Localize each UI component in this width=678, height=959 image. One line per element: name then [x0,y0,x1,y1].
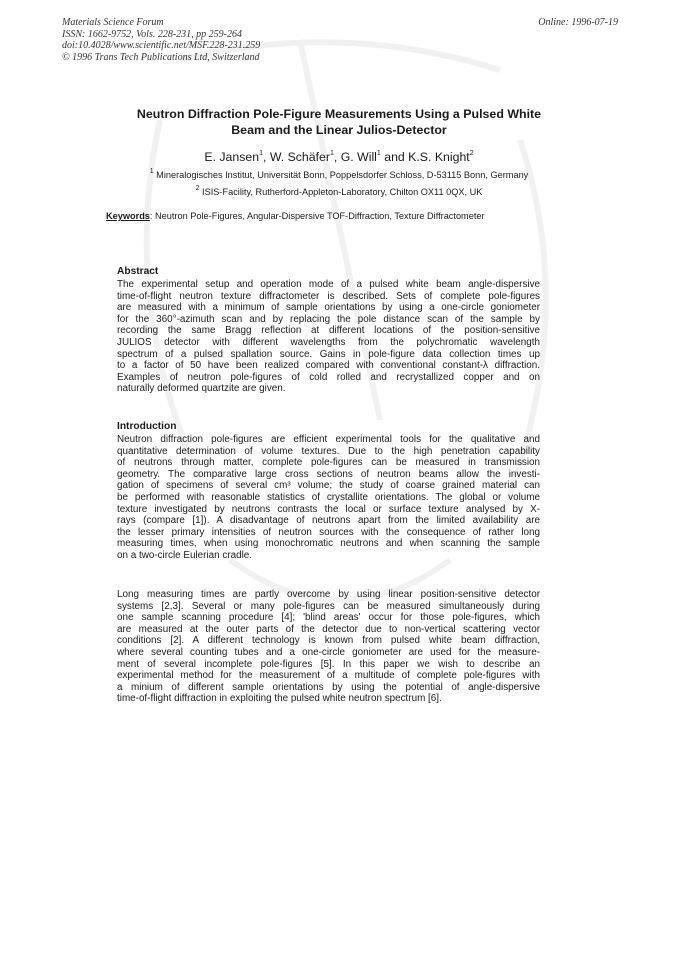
text-line: the lesser primary intensities of neutron sources with the consequence of rather long [117,526,540,538]
author-list [80,150,598,164]
text-line: experimental method for the measurement of a multitude of complete pole-figures with [117,670,540,682]
text-line: rays (compare [1]). A disadvantage of neutrons apart from the limited availability are [117,515,540,527]
text-line: on a two-circle Eulerian cradle. [117,549,253,561]
paper-title [100,106,578,138]
text-line: measuring times, when using monochromatic neutrons and when scanning the sample [117,538,540,550]
author-1: E. Jansen [204,150,260,164]
text-line: geometry. The comparative large cross sections of neutron beams allow the investi- [117,468,540,480]
text-line: gation of specimens of several cm³ volume; the study of coarse grained material can [117,480,540,492]
affiliation-1-number: 1 [149,167,154,175]
author-4-affil: 2 [469,149,474,157]
text-line: where several counting tubes and a one-circle goniometer are used for the measure- [117,646,540,658]
abstract-heading: Abstract [117,266,159,277]
publication-info [62,17,260,63]
affiliation-2 [80,186,598,198]
doi-link[interactable]: doi:10.4028/www.scientific.net/MSF.228-231.259 [62,40,261,52]
text-line: conditions [2]. A different technology is known from pulsed white beam diffraction, [117,635,540,647]
author-3-affil: 1 [376,149,381,157]
text-line: The experimental setup and operation mode of a pulsed white beam angle-dispersive [117,279,540,290]
text-line: be performed with reasonable statistics of crystallite orientations. The global or volume [117,491,540,503]
text-line: for the 360°-azimuth scan and by replacing the pole distance scan of the sample by [117,313,540,325]
title-line-1: Neutron Diffraction Pole-Figure Measurements Using a Pulsed White [136,107,542,121]
text-line: are measured with a minimum of sample orientations by using a one-circle goniometer [117,302,540,314]
text-line: one sample scanning procedure [4]; 'blind areas' occur for those pole-figures, which [117,612,540,624]
introduction-paragraph-1 [117,434,540,562]
text-line: quantitative determination of volume textures. Due to the high penetration capability [117,445,540,457]
text-line: ment of several incomplete pole-figures [5]. In this paper we wish to describe an [117,658,540,670]
online-date: Online: 1996-07-19 [538,17,618,28]
author-2-affil: 1 [329,149,334,157]
author-3: , G. Will [333,150,377,164]
text-line: spectrum of a pulsed spallation source. Gains in pole-figure data collection times up [117,348,540,360]
journal-name: Materials Science Forum [62,17,164,28]
keywords-text: : Neutron Pole-Figures, Angular-Dispersive TOF-Diffraction, Texture Diffractometer [149,211,485,221]
text-line: recording the same Bragg reflection at different locations of the position-sensitive [117,325,540,337]
author-1-affil: 1 [259,149,263,157]
text-line: JULIOS detector with different wavelengths from the polychromatic wavelength [117,336,540,348]
affiliation-1-text: Mineralogisches Institut, Universität Bonn, Poppelsdorfer Schloss, D-53115 Bonn, Germany [153,170,529,180]
text-line: Neutron diffraction pole-figures are efficient experimental tools for the qualitative and [117,434,540,445]
copyright-line: © 1996 Trans Tech Publications Ltd, Switzerland [62,51,260,63]
text-line: to a factor of 50 have been realized compared with conventional constant-λ diffraction. [117,360,540,372]
introduction-paragraph-2 [117,589,540,705]
text-line: are measured at the outer parts of the detector due to non-vertical scattering vector [117,623,540,635]
text-line: a minium of different sample orientations by using the potential of angle-dispersive [117,681,540,693]
keywords-label: Keywords [106,211,150,221]
text-line: time-of-flight diffraction in exploiting the pulsed white neutron spectrum [6]. [117,693,442,705]
affiliation-1 [80,169,598,181]
affiliation-2-number: 2 [195,184,200,192]
keywords [106,210,576,222]
author-4: and K.S. Knight [380,150,470,164]
issn-line: ISSN: 1662-9752, Vols. 228-231, pp 259-264 [62,28,242,40]
text-line: texture investigated by neutrons contrasts the local or surface texture analysed by X- [117,503,540,515]
text-line: of neutrons through matter, complete pole-figures can be measured in transmission [117,457,540,469]
author-2: , W. Schäfer [262,150,330,164]
text-line: systems [2,3]. Several or many pole-figures can be measured simultaneously during [117,600,540,612]
text-line: Long measuring times are partly overcome by using linear position-sensitive detector [117,589,540,600]
title-line-2: Beam and the Linear Julios-Detector [231,123,447,137]
affiliation-2-text: ISIS-Facility, Rutherford-Appleton-Laboratory, Chilton OX11 0QX, UK [199,187,483,197]
abstract-body [117,279,540,395]
introduction-heading: Introduction [117,421,177,432]
text-line: naturally deformed quartzite are given. [117,383,286,395]
text-line: Examples of neutron pole-figures of cold rolled and recrystallized copper and on [117,371,540,383]
text-line: time-of-flight neutron texture diffractometer is described. Sets of complete pole-figures [117,290,540,302]
